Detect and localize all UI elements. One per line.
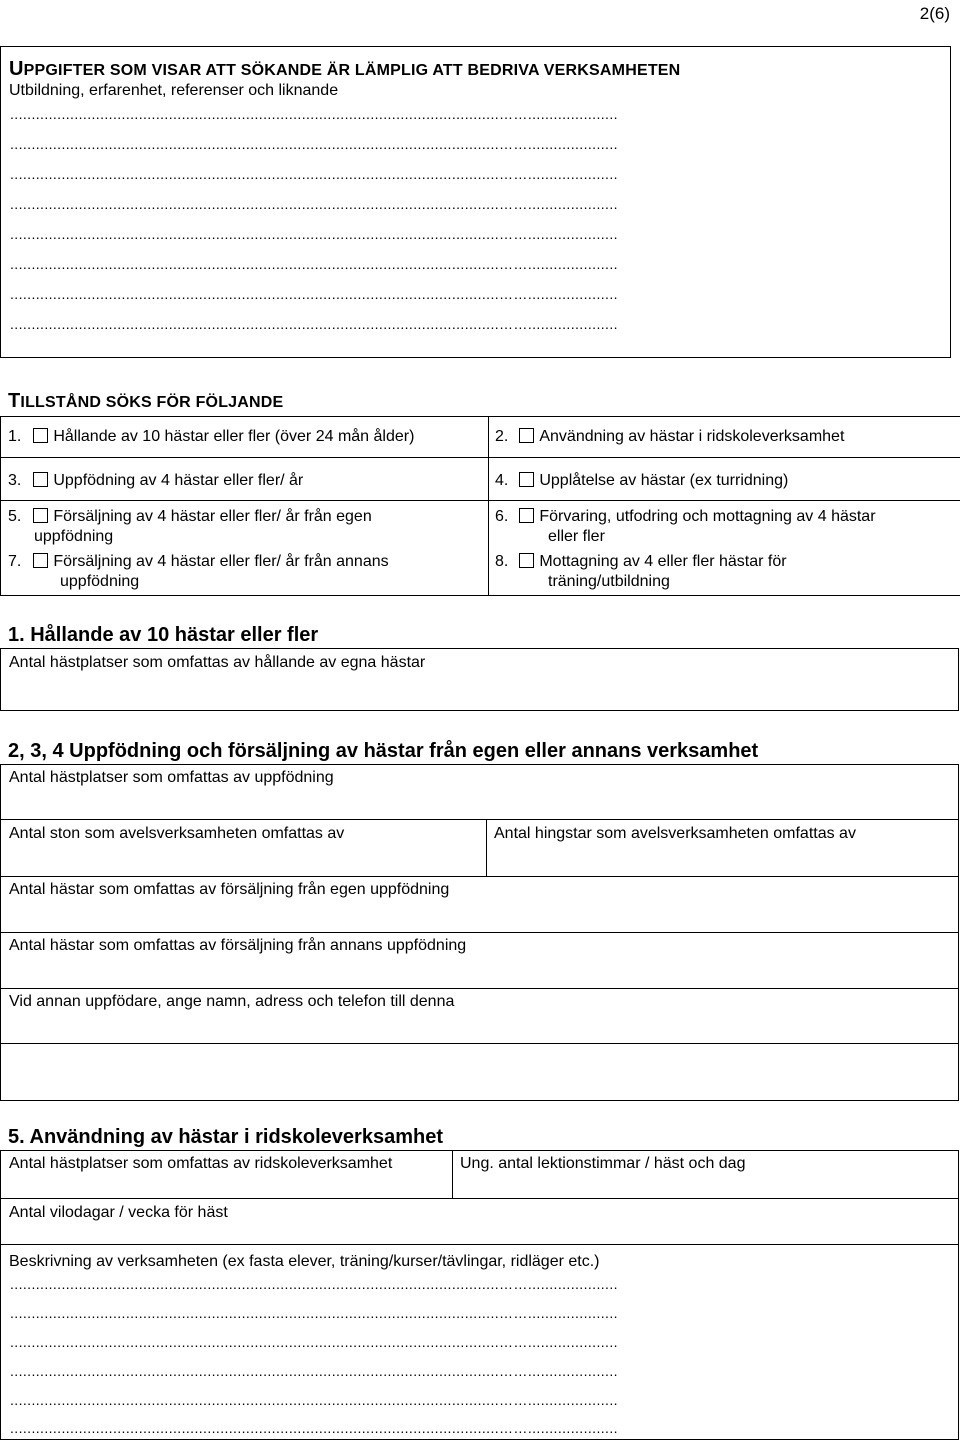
section1-title: 1. Hållande av 10 hästar eller fler: [8, 624, 319, 646]
suitability-line[interactable]: ..................................................................................................................…….....................: [10, 137, 618, 151]
lesson-hours-label: Ung. antal lektionstimmar / häst och dag: [460, 1155, 746, 1172]
sale-own-box[interactable]: [0, 876, 959, 933]
suitability-subtitle: Utbildning, erfarenhet, referenser och liknande: [9, 82, 339, 99]
permit-option-7-cont: uppfödning: [60, 573, 140, 590]
other-breeder-box[interactable]: [0, 988, 959, 1101]
section5-title: 5. Användning av hästar i ridskoleverksamhet: [8, 1126, 443, 1148]
checkbox-icon[interactable]: [519, 428, 534, 443]
permit-divider: [488, 416, 489, 596]
description-label: Beskrivning av verksamheten (ex fasta elever, träning/kurser/tävlingar, ridläger etc.): [9, 1253, 600, 1270]
section1-field-box[interactable]: [0, 648, 959, 711]
school-places-label: Antal hästplatser som omfattas av ridskoleverksamhet: [9, 1155, 393, 1172]
permit-option-5-cont: uppfödning: [34, 528, 114, 545]
permit-option-2[interactable]: 2. Användning av hästar i ridskoleverksamhet: [495, 428, 845, 445]
checkbox-icon[interactable]: [33, 472, 48, 487]
mares-label: Antal ston som avelsverksamheten omfattas av: [9, 825, 345, 842]
permit-option-8[interactable]: 8. Mottagning av 4 eller fler hästar för: [495, 553, 787, 570]
breeding-places-label: Antal hästplatser som omfattas av uppfödning: [9, 769, 334, 786]
mares-box[interactable]: [0, 819, 487, 877]
permit-option-6-cont: eller fler: [548, 528, 605, 545]
description-line[interactable]: ..................................................................................................................…….....................: [10, 1421, 618, 1435]
sale-other-label: Antal hästar som omfattas av försäljning från annans uppfödning: [9, 937, 467, 954]
description-box: [0, 1244, 959, 1440]
permit-option-4[interactable]: 4. Upplåtelse av hästar (ex turridning): [495, 472, 789, 489]
suitability-line[interactable]: ..................................................................................................................…….....................: [10, 107, 618, 121]
rest-days-label: Antal vilodagar / vecka för häst: [9, 1204, 228, 1221]
breeding-places-box[interactable]: [0, 764, 959, 820]
checkbox-icon[interactable]: [33, 428, 48, 443]
permit-option-5[interactable]: 5. Försäljning av 4 hästar eller fler/ år från egen: [8, 508, 372, 525]
checkbox-icon[interactable]: [519, 472, 534, 487]
suitability-title: UPPGIFTER SOM VISAR ATT SÖKANDE ÄR LÄMPLIG ATT BEDRIVA VERKSAMHETEN: [9, 58, 681, 80]
permit-option-1[interactable]: 1. Hållande av 10 hästar eller fler (över 24 mån ålder): [8, 428, 415, 445]
sale-own-label: Antal hästar som omfattas av försäljning från egen uppfödning: [9, 881, 450, 898]
school-places-box[interactable]: [0, 1150, 453, 1199]
permit-option-7[interactable]: 7. Försäljning av 4 hästar eller fler/ år från annans: [8, 553, 389, 570]
description-line[interactable]: ..................................................................................................................…….....................: [10, 1306, 618, 1320]
permit-option-6[interactable]: 6. Förvaring, utfodring och mottagning av 4 hästar: [495, 508, 876, 525]
rest-days-box[interactable]: [0, 1198, 959, 1245]
description-line[interactable]: ..................................................................................................................…….....................: [10, 1364, 618, 1378]
suitability-box: [0, 46, 951, 358]
permit-row-divider: [0, 500, 960, 501]
description-line[interactable]: ..................................................................................................................…….....................: [10, 1335, 618, 1349]
stallions-box[interactable]: [486, 819, 959, 877]
section234-title: 2, 3, 4 Uppfödning och försäljning av hästar från egen eller annans verksamhet: [8, 740, 759, 762]
lesson-hours-box[interactable]: [452, 1150, 959, 1199]
checkbox-icon[interactable]: [33, 508, 48, 523]
sale-other-box[interactable]: [0, 932, 959, 989]
checkbox-icon[interactable]: [519, 553, 534, 568]
permit-option-3[interactable]: 3. Uppfödning av 4 hästar eller fler/ år: [8, 472, 304, 489]
suitability-line[interactable]: ..................................................................................................................…….....................: [10, 167, 618, 181]
other-breeder-label: Vid annan uppfödare, ange namn, adress och telefon till denna: [9, 993, 455, 1010]
checkbox-icon[interactable]: [519, 508, 534, 523]
permit-option-8-cont: träning/utbildning: [548, 573, 670, 590]
permit-title: TILLSTÅND SÖKS FÖR FÖLJANDE: [8, 390, 284, 412]
permit-row-divider: [0, 457, 960, 458]
suitability-line[interactable]: ..................................................................................................................…….....................: [10, 287, 618, 301]
suitability-line[interactable]: ..................................................................................................................…….....................: [10, 257, 618, 271]
suitability-line[interactable]: ..................................................................................................................…….....................: [10, 227, 618, 241]
checkbox-icon[interactable]: [33, 553, 48, 568]
description-line[interactable]: ..................................................................................................................…….....................: [10, 1393, 618, 1407]
description-line[interactable]: ..................................................................................................................…….....................: [10, 1277, 618, 1291]
other-breeder-divider: [1, 1043, 958, 1044]
suitability-line[interactable]: ..................................................................................................................…….....................: [10, 197, 618, 211]
section1-field-label: Antal hästplatser som omfattas av hållande av egna hästar: [9, 654, 426, 671]
page-number: 2(6): [919, 4, 950, 23]
suitability-line[interactable]: ..................................................................................................................…….....................: [10, 317, 618, 331]
stallions-label: Antal hingstar som avelsverksamheten omfattas av: [494, 825, 856, 842]
